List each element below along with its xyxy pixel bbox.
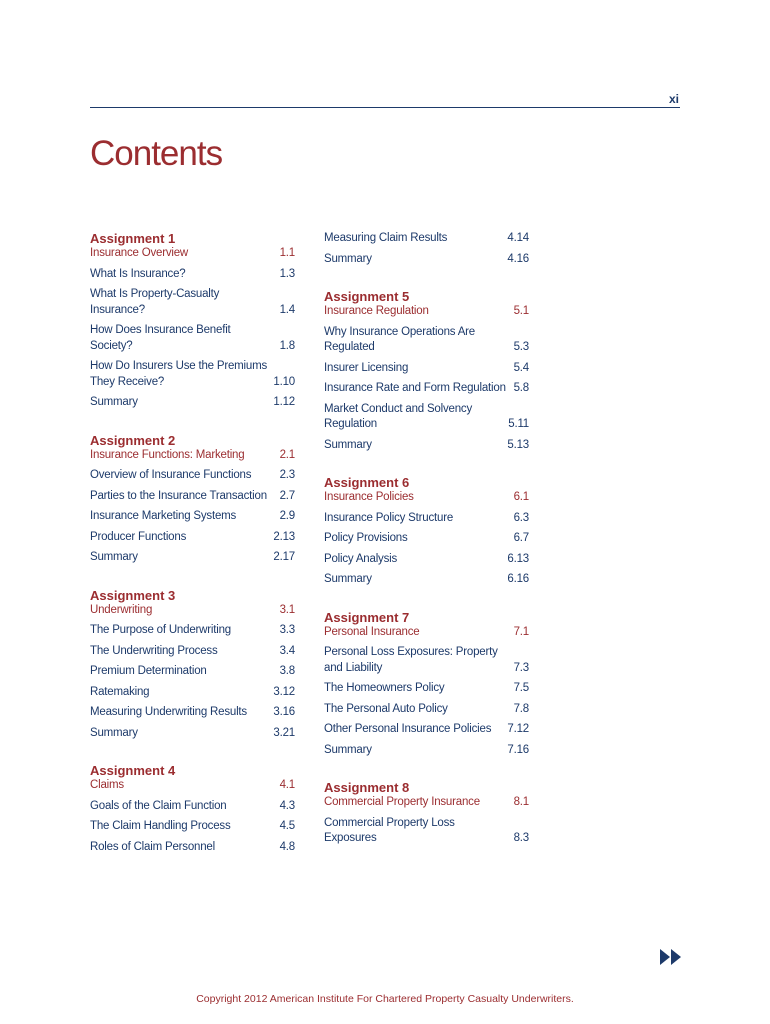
toc-assignment-block [324,475,529,588]
toc-entry[interactable] [90,287,295,318]
toc-entry-page: 6.7 [513,532,529,544]
toc-entry[interactable] [324,702,529,718]
toc-entry-title: Overview of Insurance Functions [90,469,252,481]
toc-entry-page: 3.3 [279,624,295,636]
toc-entry[interactable] [324,511,529,527]
toc-entry-title: Policy Provisions [324,532,408,544]
toc-entry-title: What Is Property-Casualty Insurance? [90,288,220,316]
toc-entry[interactable] [324,402,529,433]
toc-entry-title: Personal Loss Exposures: Property and Liability [324,646,498,674]
toc-entry-page: 2.9 [279,510,295,522]
toc-entry[interactable] [90,664,295,680]
assignment-heading: Assignment 6 [324,475,410,490]
toc-entry[interactable] [90,530,295,546]
toc-entry-title: Parties to the Insurance Transaction [90,489,267,502]
toc-chapter-entry[interactable] [324,795,529,811]
toc-entry[interactable] [90,395,295,411]
toc-entry[interactable] [324,722,529,738]
toc-entry-page: 1.3 [279,267,295,280]
toc-entry-title: Insurance Marketing Systems [90,510,237,522]
toc-entry-page: 8.3 [513,832,529,844]
toc-entry-title: Personal Insurance [324,625,420,638]
toc-entry-page: 6.13 [507,552,529,565]
toc-entry-title: How Do Insurers Use the Premiums They Receive? [90,360,268,388]
toc-entry-page: 3.4 [279,644,295,657]
toc-entry-title: The Purpose of Underwriting [90,624,231,636]
toc-entry-title: What Is Insurance? [90,267,186,280]
toc-entry-title: Summary [90,396,138,408]
toc-entry-page: 4.1 [279,779,295,791]
toc-assignment-block [324,610,529,759]
toc-entry-page: 3.8 [279,665,295,677]
toc-column-left [90,231,295,877]
assignment-heading: Assignment 7 [324,609,410,625]
toc-entry-page: 1.4 [279,303,295,316]
toc-entry-title: Insurance Rate and Form Regulation [324,382,506,394]
toc-entry-title: The Homeowners Policy [324,682,445,694]
toc-entry-page: 4.3 [279,799,295,812]
toc-entry[interactable] [324,381,529,397]
toc-entry-page: 7.1 [513,625,529,638]
toc-entry-page: 1.10 [273,375,295,388]
toc-entry-title: Summary [324,438,372,451]
toc-entry-page: 5.13 [507,438,529,451]
toc-entry-title: Market Conduct and Solvency Regulation [324,402,473,430]
toc-entry-page: 5.1 [513,305,529,317]
toc-entry-title: Insurance Policy Structure [324,511,454,524]
toc-entry[interactable] [324,743,529,759]
toc-entry-page: 2.3 [279,469,295,481]
toc-entry-page: 3.16 [273,706,295,718]
toc-entry-title: Why Insurance Operations Are Regulated [324,325,476,353]
toc-entry-title: Summary [90,726,138,739]
toc-assignment-block [90,231,295,411]
toc-entry-title: Producer Functions [90,530,187,543]
toc-entry-page: 5.4 [513,361,529,374]
toc-entry-page: 4.16 [507,252,529,265]
toc-entry-page: 6.3 [513,511,529,524]
toc-entry[interactable] [90,468,295,484]
page-title: Contents [90,134,223,173]
double-chevron-right-icon [660,949,682,965]
toc-entry[interactable] [324,681,529,697]
toc-entry-page: 3.1 [279,603,295,616]
toc-entry[interactable] [324,552,529,568]
toc-entry[interactable] [324,816,529,847]
toc-entry-title: Summary [324,252,372,265]
toc-entry-title: The Underwriting Process [90,644,218,657]
toc-entry-title: Premium Determination [90,665,207,677]
toc-entry[interactable] [324,572,529,588]
toc-entry-title: Underwriting [90,603,153,616]
toc-entry-page: 7.5 [513,682,529,694]
toc-entry-title: Ratemaking [90,685,150,698]
toc-entry-title: Measuring Claim Results [324,232,448,244]
toc-entry[interactable] [324,325,529,356]
toc-entry-page: 8.1 [513,796,529,808]
toc-assignment-block [90,763,295,855]
copyright-footer: Copyright 2012 American Institute For Chartered Property Casualty Underwriters. [196,993,574,1005]
toc-chapter-entry[interactable] [324,625,529,641]
page-number: xi [668,92,679,106]
toc-entry-title: Insurer Licensing [324,361,409,374]
toc-entry[interactable] [324,361,529,377]
toc-entry-page: 4.8 [279,840,295,853]
toc-entry[interactable] [90,705,295,721]
toc-assignment-block [324,289,529,453]
toc-entry[interactable] [90,489,295,505]
toc-entry-title: Goals of the Claim Function [90,799,227,812]
assignment-heading: Assignment 1 [90,231,176,246]
toc-entry-page: 7.12 [507,723,529,735]
toc-entry-title: Insurance Regulation [324,305,429,317]
toc-assignment-block [324,780,529,847]
toc-entry-page: 6.1 [513,491,529,503]
toc-entry-page: 1.1 [279,247,295,259]
toc-entry[interactable] [90,359,295,390]
toc-entry[interactable] [324,645,529,676]
toc-assignment-block [90,433,295,566]
toc-entry-title: Claims [90,779,124,791]
toc-entry-title: Insurance Policies [324,491,414,503]
toc-entry-page: 1.12 [273,396,295,408]
toc-entry-page: 7.16 [507,743,529,756]
toc-entry[interactable] [90,819,295,835]
toc-chapter-entry[interactable] [324,304,529,320]
assignment-heading: Assignment 5 [324,289,410,304]
toc-entry-title: The Personal Auto Policy [324,702,448,715]
toc-entry[interactable] [90,323,295,354]
toc-entry-page: 7.3 [513,661,529,674]
toc-entry-page: 2.1 [279,448,295,461]
toc-entry[interactable] [90,509,295,525]
assignment-heading: Assignment 2 [90,432,176,448]
toc-entry-page: 2.17 [273,551,295,563]
toc-entry-title: Summary [90,551,138,563]
toc-entry[interactable] [324,438,529,454]
toc-entry[interactable] [324,231,529,247]
toc-entry-title: Roles of Claim Personnel [90,840,215,853]
toc-entry[interactable] [90,840,295,856]
toc-assignment-block [324,231,529,267]
toc-entry-title: Other Personal Insurance Policies [324,723,492,735]
toc-entry[interactable] [90,623,295,639]
header-rule [90,107,680,108]
toc-entry-title: How Does Insurance Benefit Society? [90,324,231,352]
toc-entry-title: The Claim Handling Process [90,820,231,832]
toc-entry[interactable] [324,252,529,268]
toc-chapter-entry[interactable] [324,490,529,506]
toc-entry[interactable] [90,726,295,742]
toc-entry-page: 1.8 [279,339,295,352]
toc-entry-title: Commercial Property Insurance [324,796,480,808]
toc-entry-page: 3.12 [273,685,295,698]
toc-chapter-entry[interactable] [90,246,295,262]
toc-entry-page: 5.3 [513,341,529,353]
toc-entry-title: Measuring Underwriting Results [90,706,247,718]
toc-entry[interactable] [324,531,529,547]
toc-entry-title: Summary [324,743,372,756]
toc-entry[interactable] [90,685,295,701]
toc-entry[interactable] [90,550,295,566]
toc-entry-title: Insurance Functions: Marketing [90,448,245,461]
next-page-button[interactable] [660,949,682,965]
toc-entry-page: 2.13 [273,530,295,543]
toc-column-right [324,231,529,869]
toc-chapter-entry[interactable] [90,778,295,794]
toc-entry-page: 6.16 [507,573,529,585]
toc-entry-page: 5.11 [508,418,529,430]
toc-entry-page: 4.14 [507,232,529,244]
toc-entry[interactable] [90,267,295,283]
toc-entry[interactable] [90,644,295,660]
toc-entry[interactable] [90,799,295,815]
toc-chapter-entry[interactable] [90,603,295,619]
toc-assignment-block [90,588,295,742]
toc-entry-title: Insurance Overview [90,247,189,259]
assignment-heading: Assignment 3 [90,587,176,603]
toc-entry-page: 5.8 [513,382,529,394]
toc-entry-page: 4.5 [279,820,295,832]
toc-entry-page: 3.21 [273,726,295,739]
toc-entry-title: Summary [324,573,372,585]
assignment-heading: Assignment 8 [324,780,410,795]
assignment-heading: Assignment 4 [90,763,176,778]
toc-chapter-entry[interactable] [90,448,295,464]
toc-entry-title: Policy Analysis [324,552,398,565]
toc-entry-page: 2.7 [279,489,295,502]
toc-entry-title: Commercial Property Loss Exposures [324,816,455,844]
toc-entry-page: 7.8 [513,702,529,715]
